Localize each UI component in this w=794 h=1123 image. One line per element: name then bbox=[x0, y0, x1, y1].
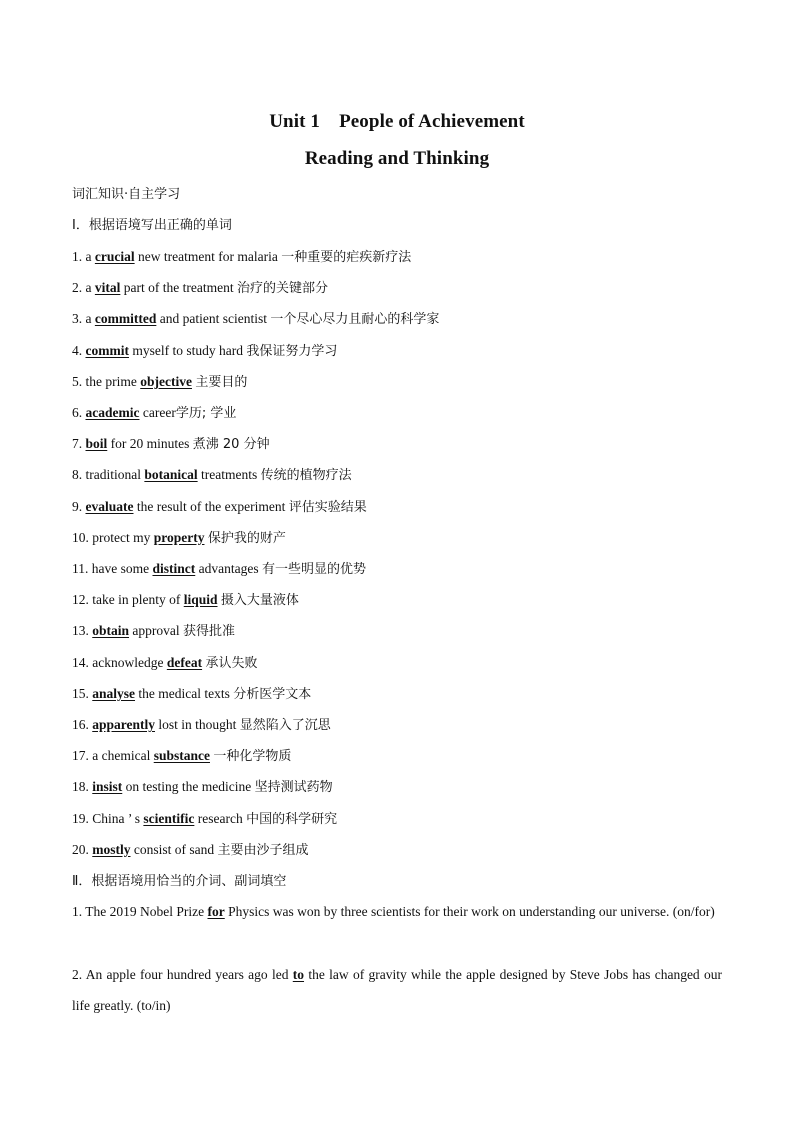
vocab-item-answer: academic bbox=[85, 405, 140, 420]
vocab-item-post: myself to study hard bbox=[128, 342, 247, 358]
vocab-item-translation: 学历; 学业 bbox=[175, 406, 237, 421]
lesson-subtitle: Reading and Thinking bbox=[304, 148, 490, 169]
vocab-item-pre: 14. acknowledge bbox=[72, 654, 167, 670]
vocab-item-pre: 10. protect my bbox=[72, 529, 154, 545]
vocab-item bbox=[72, 591, 299, 610]
vocab-item-translation: 传统的植物疗法 bbox=[260, 468, 352, 484]
vocab-item-translation: 显然陷入了沉思 bbox=[239, 718, 331, 733]
vocab-item-post: for 20 minutes bbox=[107, 436, 193, 452]
vocab-item-answer: apparently bbox=[92, 717, 156, 732]
vocab-item-translation: 坚持测试药物 bbox=[254, 780, 333, 796]
vocab-item-answer: insist bbox=[92, 779, 123, 795]
vocab-item bbox=[72, 342, 337, 361]
vocab-item-answer: property bbox=[153, 529, 205, 545]
fill-item-1 bbox=[72, 896, 722, 927]
vocab-item-post: treatments bbox=[197, 467, 261, 483]
vocab-item-answer: scientific bbox=[143, 810, 195, 826]
vocab-item-pre: 2. a bbox=[72, 280, 95, 296]
vocab-item bbox=[72, 810, 337, 829]
vocab-item-pre: 13. bbox=[72, 623, 93, 639]
vocab-item-pre: 8. traditional bbox=[72, 467, 145, 483]
vocab-item-pre: 6. bbox=[72, 405, 86, 420]
vocab-item-pre: 4. bbox=[72, 342, 86, 358]
fill-item-2 bbox=[72, 959, 722, 1021]
vocab-item-answer: distinct bbox=[152, 561, 196, 576]
vocab-item-answer: commit bbox=[85, 342, 129, 358]
part1-heading: Ⅰ．根据语境写出正确的单词 bbox=[72, 218, 232, 233]
vocab-item bbox=[72, 685, 311, 704]
vocab-item bbox=[72, 654, 257, 673]
vocab-item-answer: objective bbox=[140, 373, 192, 389]
vocab-item-translation: 有一些明显的优势 bbox=[261, 562, 366, 577]
vocab-item-answer: liquid bbox=[183, 592, 218, 608]
vocab-item-pre: 17. a chemical bbox=[72, 748, 154, 764]
vocab-item-translation: 评估实验结果 bbox=[288, 499, 367, 515]
fill-item-pre: 2. An apple four hundred years ago led bbox=[72, 967, 293, 982]
vocab-item bbox=[72, 778, 333, 797]
vocab-item bbox=[72, 560, 366, 579]
unit-title: Unit 1 People of Achievement bbox=[269, 111, 525, 132]
vocab-item-pre: 11. have some bbox=[72, 561, 153, 576]
vocab-item bbox=[72, 466, 352, 485]
vocab-item-post: the medical texts bbox=[135, 685, 234, 701]
vocab-item-pre: 18. bbox=[72, 779, 93, 795]
fill-item-answer: for bbox=[207, 904, 225, 919]
vocab-item-answer: boil bbox=[85, 436, 108, 452]
vocab-item bbox=[72, 529, 286, 548]
vocab-item bbox=[72, 404, 236, 423]
vocab-item bbox=[72, 310, 439, 329]
vocab-item-pre: 19. China ’ s bbox=[72, 810, 144, 826]
vocab-item-translation: 治疗的关键部分 bbox=[236, 281, 328, 297]
vocab-item-pre: 3. a bbox=[72, 311, 95, 327]
vocab-item-translation: 我保证努力学习 bbox=[246, 343, 338, 359]
vocab-item-translation: 分析医学文本 bbox=[233, 686, 312, 702]
vocab-item bbox=[72, 622, 235, 641]
vocab-item bbox=[72, 841, 309, 860]
vocab-item-answer: defeat bbox=[166, 654, 203, 670]
vocab-item-translation: 摄入大量液体 bbox=[220, 593, 299, 609]
section-heading: 词汇知识·自主学习 bbox=[72, 187, 181, 202]
vocab-item-answer: evaluate bbox=[85, 498, 134, 514]
vocab-item-answer: mostly bbox=[92, 841, 131, 857]
vocab-item-post: consist of sand bbox=[130, 841, 218, 857]
vocab-item-translation: 获得批准 bbox=[183, 624, 236, 640]
fill-item-post: Physics was won by three scientists for their work on understanding our universe. (on/for) bbox=[224, 904, 715, 919]
vocab-item-translation: 一个尽心尽力且耐心的科学家 bbox=[270, 312, 440, 328]
vocab-item-pre: 1. a bbox=[72, 249, 95, 264]
vocab-item-answer: crucial bbox=[94, 249, 135, 264]
vocab-item bbox=[72, 747, 291, 766]
vocab-item-answer: substance bbox=[153, 748, 210, 764]
part2-heading: Ⅱ．根据语境用恰当的介词、副词填空 bbox=[72, 874, 287, 889]
vocab-item-post: new treatment for malaria bbox=[134, 249, 282, 264]
vocab-item-pre: 5. the prime bbox=[72, 373, 141, 389]
vocab-item-answer: obtain bbox=[92, 623, 130, 639]
vocab-item-translation: 主要目的 bbox=[195, 374, 248, 390]
vocab-item-answer: analyse bbox=[92, 685, 136, 701]
vocab-item bbox=[72, 279, 328, 298]
vocab-item-translation: 中国的科学研究 bbox=[246, 811, 338, 827]
vocab-item-post: research bbox=[194, 810, 247, 826]
vocab-item-answer: botanical bbox=[144, 467, 198, 483]
vocab-item-post: the result of the experiment bbox=[133, 498, 289, 514]
vocab-item-translation: 主要由沙子组成 bbox=[217, 842, 309, 858]
vocab-item-post: part of the treatment bbox=[120, 280, 237, 296]
vocab-item-pre: 15. bbox=[72, 685, 93, 701]
vocab-item-pre: 16. bbox=[72, 717, 93, 732]
vocab-item-post: lost in thought bbox=[155, 717, 240, 732]
vocab-item-post: on testing the medicine bbox=[122, 779, 255, 795]
vocab-item bbox=[72, 373, 247, 392]
fill-item-answer: to bbox=[292, 967, 305, 982]
vocab-item-translation: 保护我的财产 bbox=[207, 530, 286, 546]
vocab-item-translation: 一种重要的疟疾新疗法 bbox=[281, 250, 412, 265]
fill-item-pre: 1. The 2019 Nobel Prize bbox=[72, 904, 208, 919]
vocab-item-translation: 一种化学物质 bbox=[213, 749, 292, 765]
fill-item-post: the law of gravity while the apple designed by Steve Jobs has changed our life greatly. (to/in) bbox=[72, 967, 722, 1013]
vocab-item-post: career bbox=[139, 405, 176, 420]
vocab-item bbox=[72, 716, 331, 735]
vocab-item-answer: vital bbox=[94, 280, 121, 296]
vocab-item-translation: 承认失败 bbox=[205, 655, 258, 671]
vocab-item bbox=[72, 435, 270, 454]
vocab-item bbox=[72, 248, 411, 267]
vocab-item-post: advantages bbox=[195, 561, 262, 576]
vocab-item-pre: 20. bbox=[72, 841, 93, 857]
vocab-item-pre: 12. take in plenty of bbox=[72, 592, 184, 608]
vocab-item bbox=[72, 498, 367, 517]
vocab-item-pre: 9. bbox=[72, 498, 86, 514]
vocab-item-answer: committed bbox=[94, 311, 157, 327]
vocab-item-pre: 7. bbox=[72, 436, 86, 452]
vocab-item-translation: 煮沸 20 分钟 bbox=[192, 437, 270, 453]
vocab-item-post: approval bbox=[129, 623, 183, 639]
vocab-item-post: and patient scientist bbox=[156, 311, 271, 327]
